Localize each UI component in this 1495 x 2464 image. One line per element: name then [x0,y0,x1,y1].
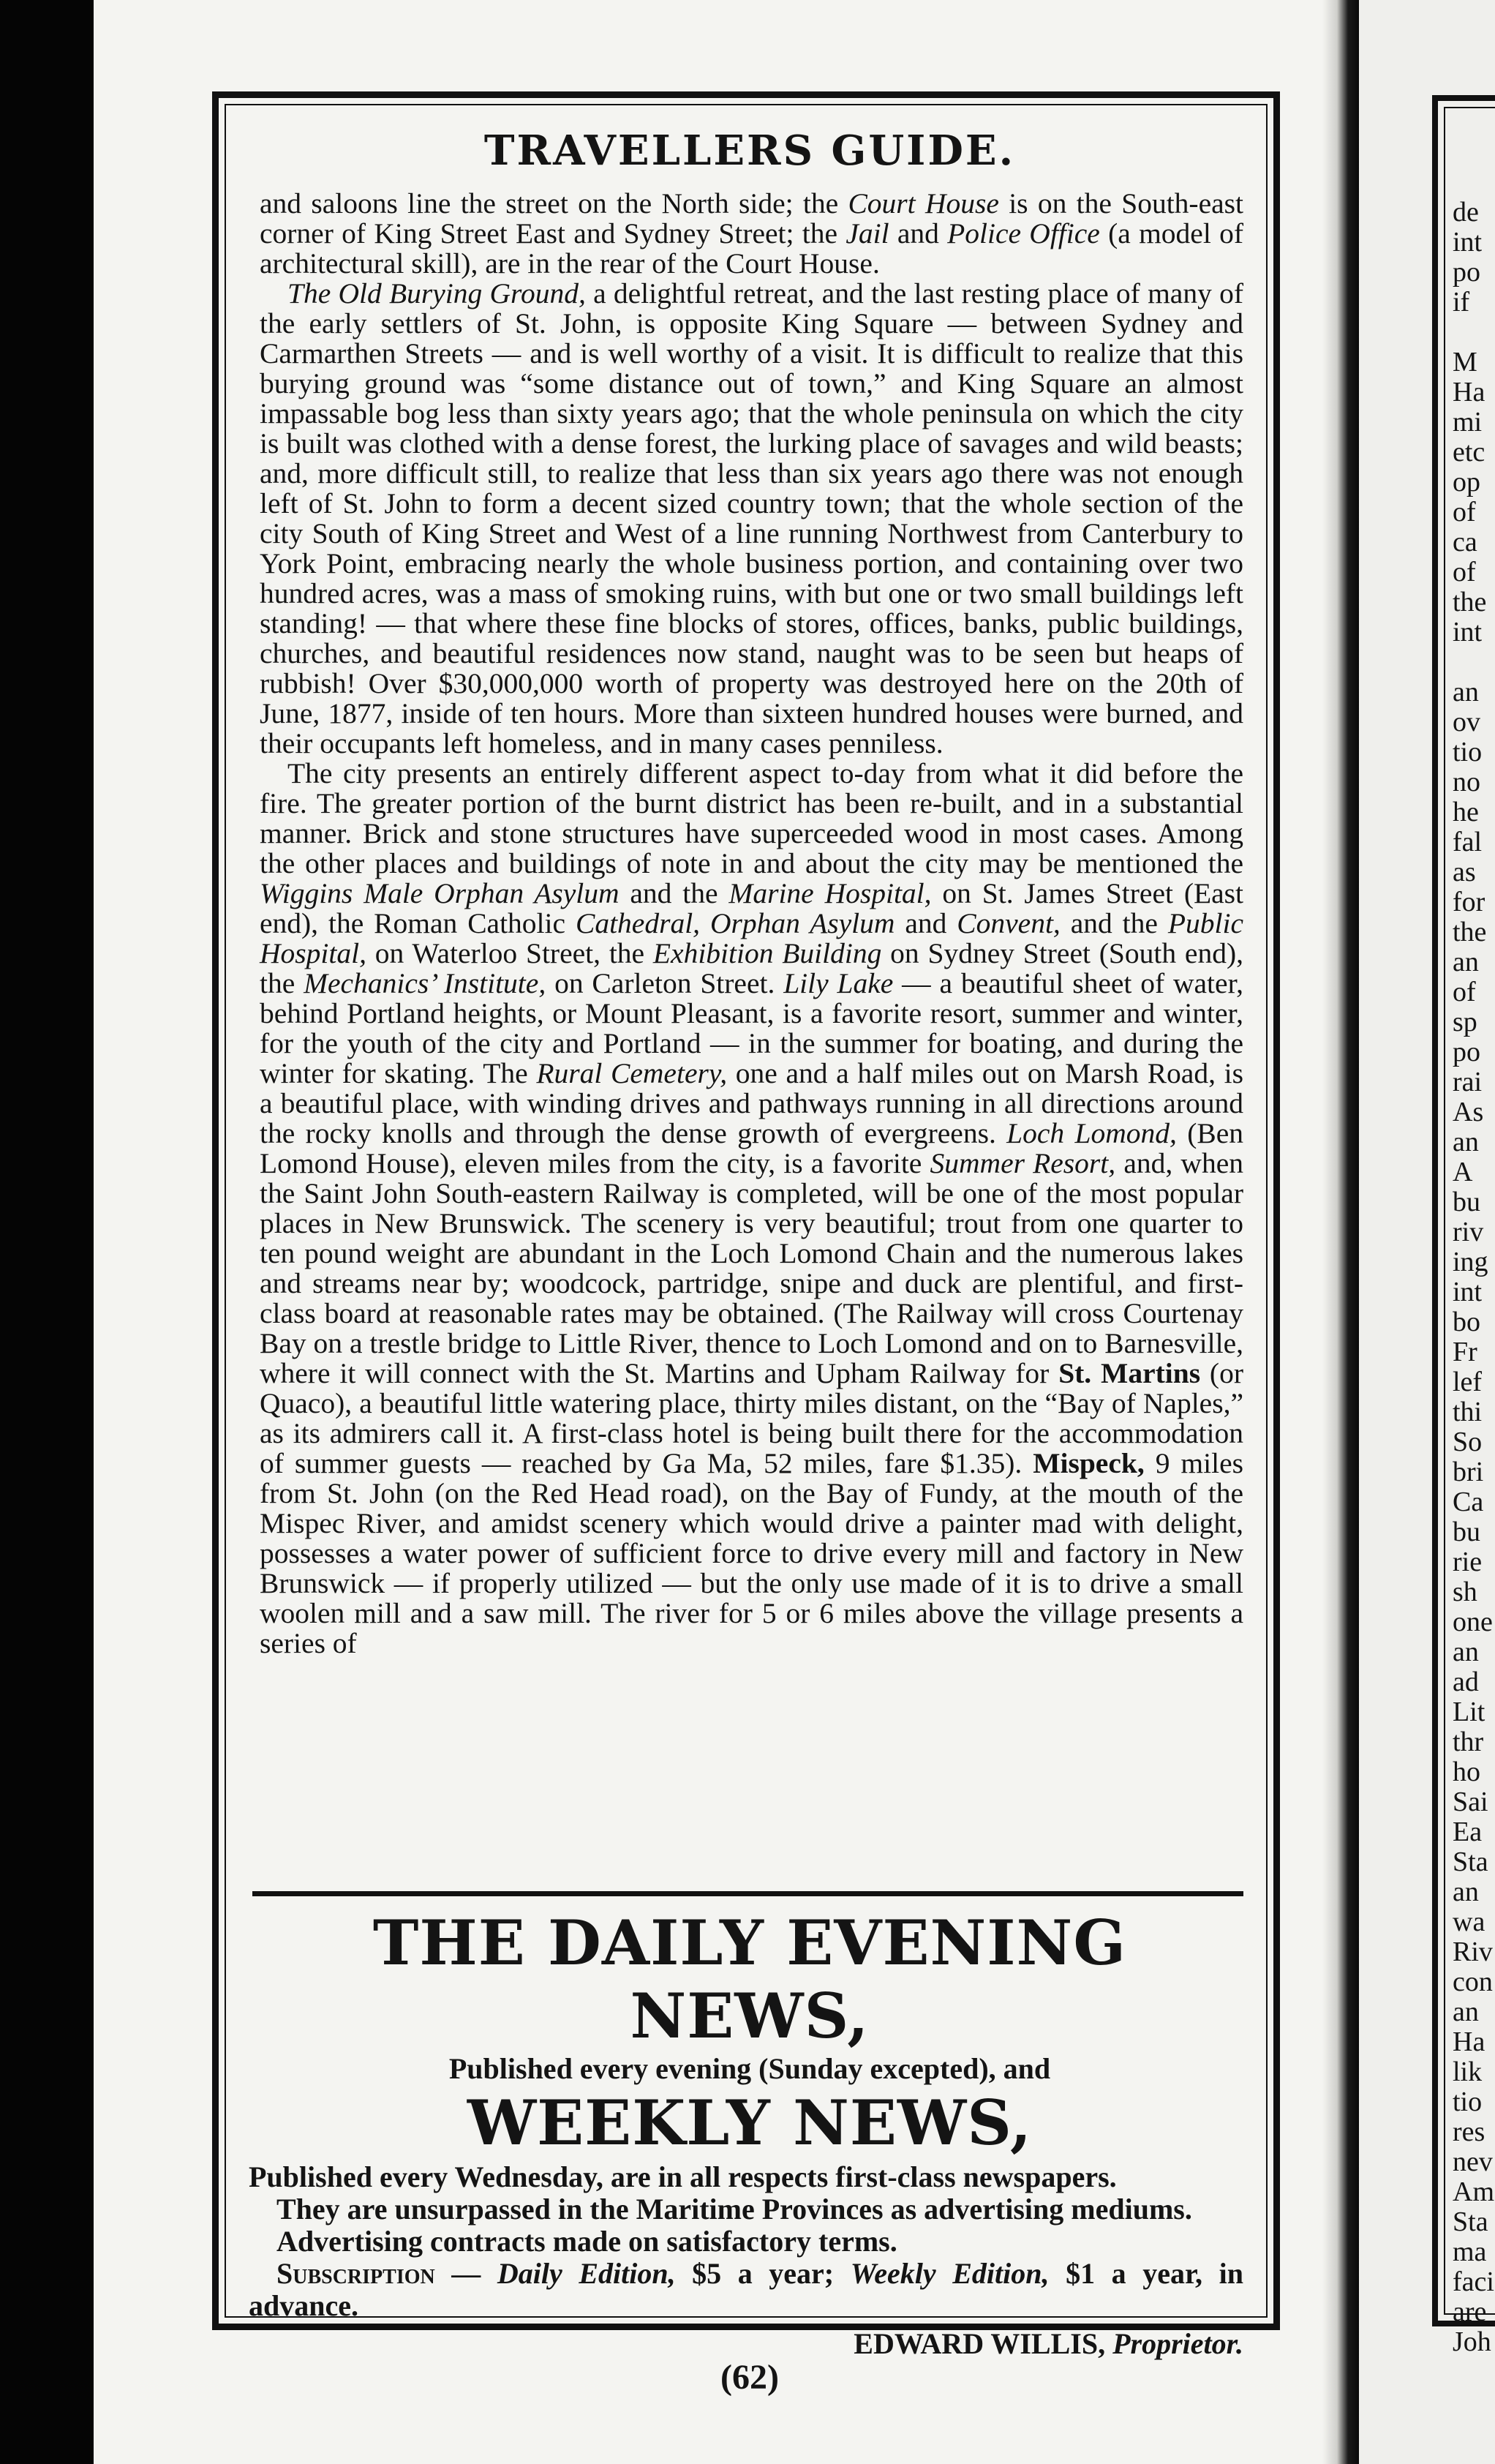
facing-page-line: riv [1453,1217,1484,1247]
advert-title-daily: THE DAILY EVENING NEWS, [372,1907,1127,2052]
advert-body [249,2161,1251,2322]
facing-page-line: ca [1453,527,1477,557]
newspaper-advertisement [249,1902,1251,2366]
scan-left-margin [0,0,94,2464]
facing-page-line: Sai [1453,1787,1488,1817]
facing-page-line: Am [1453,2176,1494,2207]
advert-divider-rule [252,1891,1243,1896]
page-number: (62) [720,2358,779,2397]
facing-page-line: M [1453,347,1477,378]
facing-page-line: mi [1453,407,1483,437]
facing-page-line: the [1453,587,1487,617]
facing-page-line: lik [1453,2057,1483,2087]
facing-page-line: ad [1453,1667,1479,1697]
facing-page-line: con [1453,1967,1493,1997]
facing-page-line: an [1453,947,1479,977]
facing-page-line: Ha [1453,377,1485,407]
facing-page-line: thi [1453,1397,1483,1427]
paragraph-3: The city presents an entirely different aspect to-day from what it did before the fire. The greater portion of the burnt district has been re-built, and in a substantial manner. Brick and stone structures have superceeded wood in most cases. Among the other places and buildings of note in and about the city may be mentioned the Wiggins Male Orphan Asylum and the Marine Hospital, on St. James Street (East end), the Roman Catholic Cathedral, Orphan Asylum and Convent, and the Public Hospital, on Waterloo Street, the Exhibition Building on Sydney Street (South end), the Mechanics’ Institute, on Carleton Street. Lily Lake — a beautiful sheet of water, behind Portland heights, or Mount Pleasant, is a favorite resort, summer and winter, for the youth of the city and Portland — in the summer for boating, and during the winter for skating. The Rural Cemetery, one and a half miles out on Marsh Road, is a beautiful place, with winding drives and pathways running in all directions around the rocky knolls and through the dense growth of evergreens. Loch Lomond, (Ben Lomond House), eleven miles from the city, is a favorite Summer Resort, and, when the Saint John South-eastern Railway is completed, will be one of the most popular places in New Brunswick. The scenery is very beautiful; trout from one quarter to ten pound weight are abundant in the Loch Lomond Chain and the numerous lakes and streams near by; woodcock, partridge, snipe and duck are plentiful, and first-class board at reasonable rates may be obtained. (The Railway will cross Courtenay Bay on a trestle bridge to Little River, thence to Loch Lomond and on to Barnesville, where it will connect with the St. Martins and Upham Railway for St. Martins (or Quaco), a beautiful little watering place, thirty miles distant, on the “Bay of Naples,” as its admirers call it. A first-class hotel is being built there for the accommodation of summer guests — reached by Ga Ma, 52 miles, fare $1.35). Mispeck, 9 miles from St. John (on the Red Head road), on the Bay of Fundy, at the mouth of the Mispec River, and amidst scenery which would drive a painter mad with delight, possesses a water power of sufficient force to drive every mill and factory in New Brunswick — if properly utilized — but the only use made of it is to drive a small woolen mill and a saw mill. The river for 5 or 6 miles above the village presents a series of [260,757,1244,1659]
advert-line-3: Advertising contracts made on satisfactory terms. [276,2225,897,2258]
facing-page-line: po [1453,257,1480,288]
facing-page-line: ov [1453,707,1480,737]
advert-subscription: Subscription — Daily Edition, $5 a year; Weekly Edition, $1 a year, in advance. [249,2257,1243,2322]
facing-page-line: rie [1453,1547,1483,1577]
facing-page-line: ing [1453,1247,1488,1277]
facing-page-line: ho [1453,1757,1480,1787]
paragraph-1: and saloons line the street on the North side; the Court House is on the South-east corner of King Street East and Sydney Street; the Jail and Police Office (a model of architectural skill), are in the rear of the Court House. [260,187,1243,279]
jail-term: Jail [846,217,889,249]
facing-page-line: Joh [1453,2326,1491,2357]
facing-page-line: are [1453,2296,1487,2327]
advert-proprietor: EDWARD WILLIS, Proprietor. [854,2327,1243,2360]
facing-page-line: an [1453,1637,1479,1667]
article-body [260,189,1243,1659]
facing-page-line: bu [1453,1187,1480,1217]
facing-page-line: Riv [1453,1937,1493,1967]
facing-page-line: no [1453,767,1480,797]
facing-page-line: po [1453,1037,1480,1067]
facing-page-line: int [1453,1277,1483,1307]
facing-page-line: lef [1453,1367,1483,1397]
facing-page-line: he [1453,797,1479,827]
facing-page-line: if [1453,287,1470,318]
facing-page-line: of [1453,557,1476,587]
facing-page-fragment [1359,0,1495,2464]
facing-page-line: So [1453,1427,1483,1457]
facing-page-line: an [1453,1997,1479,2027]
page-title: TRAVELLERS GUIDE. [483,127,1016,175]
facing-page-line: of [1453,977,1476,1007]
facing-page-line: the [1453,917,1487,947]
facing-page-line: etc [1453,437,1485,467]
facing-page-line: As [1453,1097,1484,1127]
facing-page-line: de [1453,197,1479,228]
facing-page-line: Fr [1453,1337,1477,1367]
facing-page-line: ma [1453,2236,1487,2267]
advert-line-1: Published every Wednesday, are in all respects first-class newspapers. [249,2160,1117,2193]
facing-page-line [1453,318,1495,348]
facing-page-line: one [1453,1607,1493,1637]
facing-page-line: Ha [1453,2027,1485,2057]
facing-page-line: for [1453,887,1485,917]
book-gutter [1322,0,1359,2464]
facing-page-line: int [1453,617,1483,647]
facing-page-line: thr [1453,1727,1484,1757]
advert-title-weekly: WEEKLY NEWS, [467,2086,1033,2159]
facing-page-line: nev [1453,2146,1493,2177]
facing-page-line: wa [1453,1907,1485,1937]
facing-page-line: tio [1453,737,1483,767]
facing-page-line: Sta [1453,1847,1488,1877]
facing-page-line: Lit [1453,1697,1485,1727]
facing-page-line: res [1453,2116,1485,2147]
facing-page-line: faci [1453,2266,1494,2297]
facing-page-line: op [1453,467,1480,497]
facing-page-line: bu [1453,1517,1480,1547]
facing-page-line: bri [1453,1457,1484,1487]
court-house-term: Court House [848,187,999,219]
advert-line-2: They are unsurpassed in the Maritime Provinces as advertising mediums. [276,2193,1192,2226]
facing-page-line: bo [1453,1307,1480,1337]
facing-page-line: as [1453,857,1476,887]
facing-page-line: int [1453,227,1483,258]
advert-subtitle: Published every evening (Sunday excepted), and [448,2052,1051,2085]
facing-page-line [1453,647,1495,677]
facing-page-line: fal [1453,827,1483,857]
facing-page-line: A [1453,1157,1473,1187]
facing-page-line: sp [1453,1007,1477,1037]
police-office-term: Police Office [947,217,1100,249]
old-burying-ground-term: The Old Burying Ground, [287,277,586,309]
facing-page-line: an [1453,1877,1479,1907]
facing-page-line: tio [1453,2086,1483,2117]
facing-page-line: rai [1453,1067,1483,1097]
facing-page-line: sh [1453,1577,1477,1607]
facing-page-line: Ea [1453,1817,1483,1847]
facing-page-line: Sta [1453,2206,1488,2237]
paragraph-2: The Old Burying Ground, a delightful retreat, and the last resting place of many of the early settlers of St. John, is opposite King Square — between Sydney and Carmarthen Streets — and is well worthy of a visit. It is difficult to realize that this burying ground was “some distance out of town,” and King Square an almost impassable bog less than sixty years ago; that the whole peninsula on which the city is built was clothed with a dense forest, the lurking place of savages and wild beasts; and, more difficult still, to realize that less than six years ago there was not enough left of St. John to form a decent sized country town; that the whole section of the city South of King Street and West of a line running Northwest from Canterbury to York Point, embracing nearly the whole business portion, and containing over two hundred acres, was a mass of smoking ruins, with but one or two small buildings left standing! — that where these fine blocks of stores, offices, banks, public buildings, churches, and beautiful residences now stand, naught was to be seen but heaps of rubbish! Over $30,000,000 worth of property was destroyed here on the 20th of June, 1877, inside of ten hours. More than sixteen hundred houses were burned, and their occupants left homeless, and in many cases penniless. [260,277,1243,759]
facing-page-line: of [1453,497,1476,527]
facing-page-line: an [1453,1127,1479,1157]
facing-page-line: Ca [1453,1487,1484,1517]
facing-page-line: an [1453,677,1479,707]
facing-page-text-fragments [1453,198,1495,2357]
